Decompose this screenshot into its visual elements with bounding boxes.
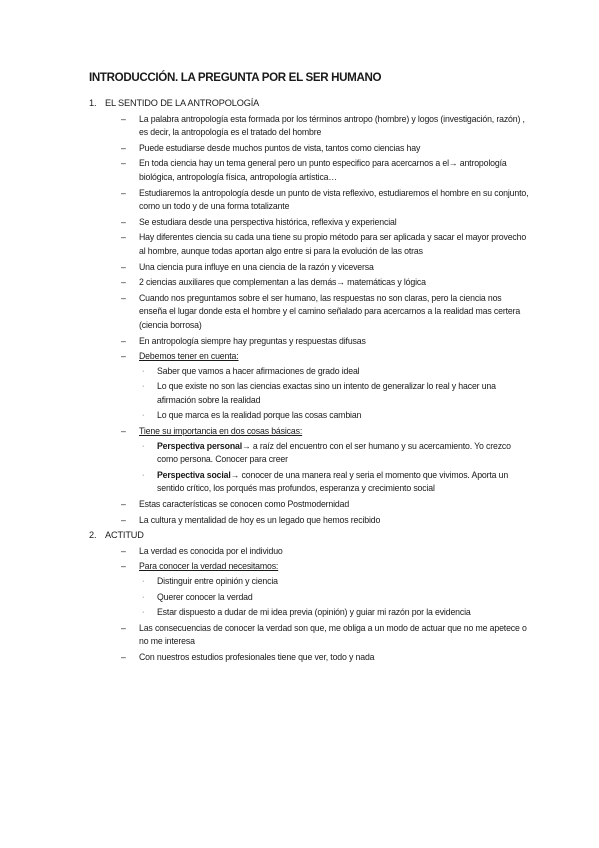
item-text: Hay diferentes ciencia su cada una tiene su propio método para ser aplicada y sacar el mayor provecho al hombre, aunque todas aportan algo entre si para la evolución de las otras [139, 232, 527, 256]
sub-item [139, 365, 529, 379]
list-item [105, 231, 529, 258]
item-text: → conocer de una manera real y seria el momento que vivimos. Aporta un sentido crítico, los porqués mas profundos, esperanza y crecimiento social [157, 469, 509, 494]
dash-marker: – [121, 142, 126, 153]
dash-marker: – [121, 545, 126, 556]
item-text: Querer conocer la verdad [157, 591, 253, 602]
document-body [89, 97, 529, 667]
dash-marker: – [121, 514, 126, 525]
dot-marker: · [142, 383, 145, 391]
dash-marker: – [121, 499, 126, 510]
item-text: Puede estudiarse desde muchos puntos de vista, tantos como ciencias hay [139, 142, 421, 153]
list-item [105, 187, 529, 214]
dash-marker: – [121, 216, 126, 227]
item-term: Perspectiva personal [157, 440, 243, 451]
item-text: La palabra antropología esta formada por los términos antropo (hombre) y logos (investigación, razón) , es decir, la antropología es el tratado del hombre [139, 113, 525, 138]
list-item [105, 350, 529, 423]
dot-marker: · [142, 442, 145, 450]
sub-item [139, 606, 529, 620]
dash-marker: – [121, 651, 126, 662]
dot-marker: · [142, 593, 145, 601]
dash-marker: – [121, 622, 126, 633]
sub-item [139, 380, 529, 407]
sub-list [139, 440, 529, 496]
dot-marker: · [142, 609, 145, 617]
item-text: Con nuestros estudios profesionales tiene que ver, todo y nada [139, 651, 375, 662]
sub-item [139, 575, 529, 589]
item-text: Cuando nos preguntamos sobre el ser humano, las respuestas no son claras, pero la ciencia nos enseña el lugar donde esta el hombre y el camino señalado para acercarnos a la realidad mas certera (ciencia borrosa) [139, 292, 521, 330]
list-item [105, 622, 529, 649]
item-text: Las consecuencias de conocer la verdad son que, me obliga a un modo de actuar que no me apetece o no me interesa [139, 622, 527, 647]
section-1 [89, 97, 529, 527]
sub-item [139, 409, 529, 423]
dash-marker: – [121, 261, 126, 272]
item-text: Estudiaremos la antropología desde un punto de vista reflexivo, estudiaremos el hombre en su conjunto, como un todo y de una forma totalizante [139, 187, 529, 212]
item-text: 2 ciencias auxiliares que complementan a las demás→ matemáticas y lógica [139, 277, 426, 288]
document-title: INTRODUCCIÓN. LA PREGUNTA POR EL SER HUMANO [89, 71, 382, 84]
list-item [105, 498, 529, 512]
section-title: ACTITUD [105, 530, 144, 541]
subheading: Debemos tener en cuenta: [139, 351, 239, 362]
dash-marker: – [121, 277, 126, 288]
list-item [105, 292, 529, 333]
section-2 [89, 529, 529, 664]
subheading: Para conocer la verdad necesitamos: [139, 561, 279, 572]
dash-marker: – [121, 561, 126, 572]
dash-marker: – [121, 335, 126, 346]
item-text: Lo que marca es la realidad porque las cosas cambian [157, 410, 362, 421]
dot-marker: · [142, 471, 145, 479]
bullet-list [105, 113, 529, 528]
item-text: Estar dispuesto a dudar de mi idea previa (opinión) y guiar mi razón por la evidencia [157, 607, 471, 618]
item-text: La cultura y mentalidad de hoy es un legado que hemos recibido [139, 514, 381, 525]
section-title: EL SENTIDO DE LA ANTROPOLOGÍA [105, 98, 260, 108]
item-text: La verdad es conocida por el individuo [139, 545, 283, 556]
sub-item [139, 469, 529, 496]
list-item [105, 261, 529, 275]
list-item [105, 425, 529, 496]
dash-marker: – [121, 426, 126, 437]
sub-list [139, 365, 529, 423]
item-text: En toda ciencia hay un tema general pero un punto especifico para acercarnos a el→ antropología biológica, antropología física, antropología artística… [139, 158, 507, 182]
list-item [105, 276, 529, 290]
list-item [105, 113, 529, 140]
list-item [105, 545, 529, 559]
item-text: Distinguir entre opinión y ciencia [157, 576, 278, 586]
list-item [105, 157, 529, 184]
dash-marker: – [121, 187, 126, 198]
dot-marker: · [142, 367, 145, 375]
dot-marker: · [142, 412, 145, 420]
sub-item [139, 440, 529, 467]
item-term: Perspectiva social [157, 469, 231, 480]
dash-marker: – [121, 351, 126, 362]
dash-marker: – [121, 292, 126, 303]
subheading: Tiene su importancia en dos cosas básicas: [139, 426, 303, 437]
dash-marker: – [121, 232, 126, 243]
item-text: Una ciencia pura influye en una ciencia de la razón y viceversa [139, 261, 374, 272]
sub-item [139, 591, 529, 605]
list-item [105, 216, 529, 230]
item-text: Saber que vamos a hacer afirmaciones de grado ideal [157, 365, 360, 376]
list-item [105, 560, 529, 619]
list-item [105, 651, 529, 665]
list-item [105, 142, 529, 156]
item-text: En antropología siempre hay preguntas y respuestas difusas [139, 335, 366, 346]
item-text: Lo que existe no son las ciencias exactas sino un intento de generalizar lo real y hacer una afirmación sobre la realidad [157, 381, 496, 405]
dot-marker: · [142, 578, 145, 585]
sub-list [139, 575, 529, 620]
list-item [105, 514, 529, 528]
list-item [105, 335, 529, 349]
section-number: 1. [89, 98, 97, 108]
section-number: 2. [89, 530, 97, 541]
dash-marker: – [121, 158, 126, 169]
dash-marker: – [121, 113, 126, 124]
item-text: → a raíz del encuentro con el ser humano y su acercamiento. Yo crezco como persona. Conocer para creer [157, 440, 511, 465]
item-text: Se estudiara desde una perspectiva histórica, reflexiva y experiencial [139, 216, 397, 227]
item-text: Estas características se conocen como Postmodernidad [139, 499, 350, 510]
bullet-list [105, 545, 529, 665]
